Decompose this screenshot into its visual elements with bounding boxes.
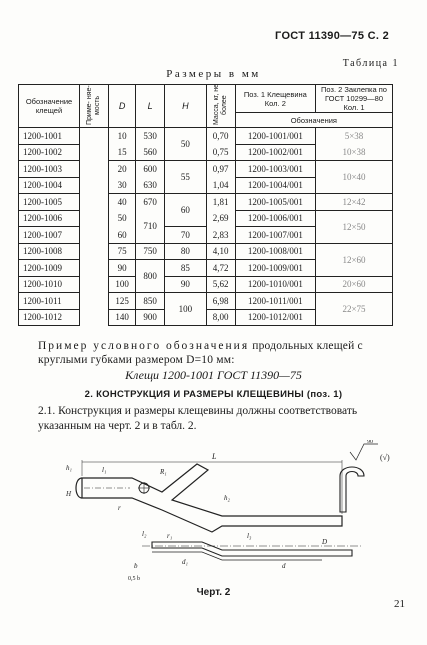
cell-mass: 4,72: [206, 260, 235, 277]
cell-mass: 4,10: [206, 243, 235, 260]
dim-r-label: r: [118, 504, 121, 512]
cell-L: 600: [136, 161, 165, 178]
cell-code: 1200-1009: [19, 260, 80, 277]
example-intro: [38, 339, 410, 367]
cell-pos1: 1200-1002/001: [235, 144, 315, 161]
table-row: [19, 194, 393, 211]
dim-H-label: H: [66, 490, 72, 498]
cell-mass: 8,00: [206, 309, 235, 326]
cell-mass: 2,83: [206, 227, 235, 244]
cell-mass: 5,62: [206, 276, 235, 293]
table-label: Таблица 1: [342, 58, 399, 69]
pos1-qty: Кол. 2: [264, 98, 286, 108]
cell-pos1: 1200-1005/001: [235, 194, 315, 211]
dim-l2-label: l₂: [142, 530, 147, 538]
cell-L: 710: [136, 210, 165, 243]
cell-code: 1200-1005: [19, 194, 80, 211]
cell-code: 1200-1003: [19, 161, 80, 178]
dim-h1-label: h₁: [66, 464, 72, 472]
cell-H: 100: [165, 293, 207, 326]
section-title: 2. КОНСТРУКЦИЯ И РАЗМЕРЫ КЛЕЩЕВИНЫ (поз. 1): [84, 389, 343, 400]
dimensions-table: [18, 84, 393, 326]
col-header-applicability: Приме- няе- мость: [80, 85, 109, 128]
pos1-title: Поз. 1 Клещевина: [243, 89, 307, 99]
cell-pos1: 1200-1008/001: [235, 243, 315, 260]
example-intro-rest: продольных клещей с круглыми губками размером D=10 мм:: [38, 340, 363, 366]
col-header-pos1: [235, 85, 315, 113]
cell-L: 800: [136, 260, 165, 293]
cell-mass: 2,69: [206, 210, 235, 227]
cell-L: 850: [136, 293, 165, 310]
dim-L-label: L: [212, 452, 217, 461]
col-header-designations: Обозначения: [235, 113, 392, 128]
cell-code: 1200-1008: [19, 243, 80, 260]
col-header-mass: Масса, кг, не более: [206, 85, 235, 128]
cell-pos2: 20×60: [316, 276, 393, 293]
cell-mass: 6,98: [206, 293, 235, 310]
cell-pos1: 1200-1010/001: [235, 276, 315, 293]
page-number: 21: [394, 598, 405, 610]
cell-pos2: 12×42: [316, 194, 393, 211]
dim-r1-label: r₁: [167, 532, 173, 540]
page-header-standard: ГОСТ 11390—75 С. 2: [275, 30, 389, 42]
col-header-H: H: [165, 85, 207, 128]
cell-D: 20: [109, 161, 136, 178]
table-row: [19, 293, 393, 310]
cell-mass: 1,81: [206, 194, 235, 211]
cell-code: 1200-1007: [19, 227, 80, 244]
dim-D-label: D: [322, 538, 328, 546]
cell-L: 630: [136, 177, 165, 194]
cell-D: 140: [109, 309, 136, 326]
cell-L: 900: [136, 309, 165, 326]
cell-D: 100: [109, 276, 136, 293]
figure-caption: Черт. 2: [196, 587, 231, 598]
cell-mass: 0,70: [206, 128, 235, 145]
pos2-title: Поз. 2 Заклепка по ГОСТ 10299—80: [321, 85, 387, 103]
cell-mass: 0,75: [206, 144, 235, 161]
cell-code: 1200-1002: [19, 144, 80, 161]
cell-D: 125: [109, 293, 136, 310]
cell-D: 50: [109, 210, 136, 227]
dim-05b-label: 0,5 b: [128, 576, 140, 582]
clamp-jaw-drawing: [22, 440, 402, 588]
cell-code: 1200-1012: [19, 309, 80, 326]
paragraph-2-1: 2.1. Конструкция и размеры клещевины должны соответствовать указанным на черт. 2 и в табл. 2.: [38, 405, 358, 432]
example-designation: Клещи 1200-1001 ГОСТ 11390—75: [125, 368, 302, 382]
pos2-qty: Кол. 1: [343, 103, 365, 112]
cell-mass: 0,97: [206, 161, 235, 178]
cell-pos2: 12×60: [316, 243, 393, 276]
cell-code: 1200-1010: [19, 276, 80, 293]
dim-h2-label: h₂: [224, 494, 230, 502]
cell-D: 30: [109, 177, 136, 194]
cell-pos1: 1200-1004/001: [235, 177, 315, 194]
table-caption: Размеры в мм: [166, 68, 261, 80]
cell-D: 75: [109, 243, 136, 260]
cell-mass: 1,04: [206, 177, 235, 194]
dim-R1-label: R₁: [160, 468, 167, 476]
cell-H: 55: [165, 161, 207, 194]
cell-H: 85: [165, 260, 207, 277]
cell-L: 560: [136, 144, 165, 161]
cell-pos1: 1200-1001/001: [235, 128, 315, 145]
table-row: [19, 128, 393, 145]
col-header-L: L: [136, 85, 165, 128]
col-header-pos2: [316, 85, 393, 113]
cell-H: 60: [165, 194, 207, 227]
cell-pos1: 1200-1012/001: [235, 309, 315, 326]
dim-l1-label: l₁: [102, 466, 107, 474]
example-intro-spaced: Пример условного обозначения: [38, 340, 250, 352]
cell-pos2: 22×75: [316, 293, 393, 326]
cell-D: 40: [109, 194, 136, 211]
cell-pos2: 12×50: [316, 210, 393, 243]
cell-L: 670: [136, 194, 165, 211]
table-row: [19, 276, 393, 293]
cell-code: 1200-1001: [19, 128, 80, 145]
cell-pos2: 10×38: [316, 144, 393, 161]
dim-l3-label: l₃: [247, 532, 252, 540]
dim-d1-label: d₁: [182, 558, 188, 566]
cell-applicability: [80, 128, 109, 326]
cell-pos1: 1200-1003/001: [235, 161, 315, 178]
dim-d-label: d: [282, 562, 286, 570]
table-row: [19, 210, 393, 227]
table-row: [19, 161, 393, 178]
col-header-D: D: [109, 85, 136, 128]
col-header-designation: Обозначение клещей: [19, 85, 80, 128]
cell-H: 50: [165, 128, 207, 161]
cell-H: 70: [165, 227, 207, 244]
roughness-value: 90: [367, 440, 373, 445]
cell-pos2: 5×38: [316, 128, 393, 145]
cell-L: 530: [136, 128, 165, 145]
table-row: [19, 144, 393, 161]
cell-code: 1200-1011: [19, 293, 80, 310]
cell-H: 90: [165, 276, 207, 293]
cell-pos1: 1200-1011/001: [235, 293, 315, 310]
cell-L: 750: [136, 243, 165, 260]
cell-H: 80: [165, 243, 207, 260]
roughness-check-icon: (√): [380, 453, 390, 462]
dim-b-label: b: [134, 562, 138, 570]
cell-D: 90: [109, 260, 136, 277]
cell-D: 15: [109, 144, 136, 161]
cell-code: 1200-1006: [19, 210, 80, 227]
cell-pos2: 10×40: [316, 161, 393, 194]
cell-pos1: 1200-1006/001: [235, 210, 315, 227]
cell-D: 60: [109, 227, 136, 244]
cell-code: 1200-1004: [19, 177, 80, 194]
cell-pos1: 1200-1007/001: [235, 227, 315, 244]
table-row: [19, 243, 393, 260]
cell-pos1: 1200-1009/001: [235, 260, 315, 277]
cell-D: 10: [109, 128, 136, 145]
